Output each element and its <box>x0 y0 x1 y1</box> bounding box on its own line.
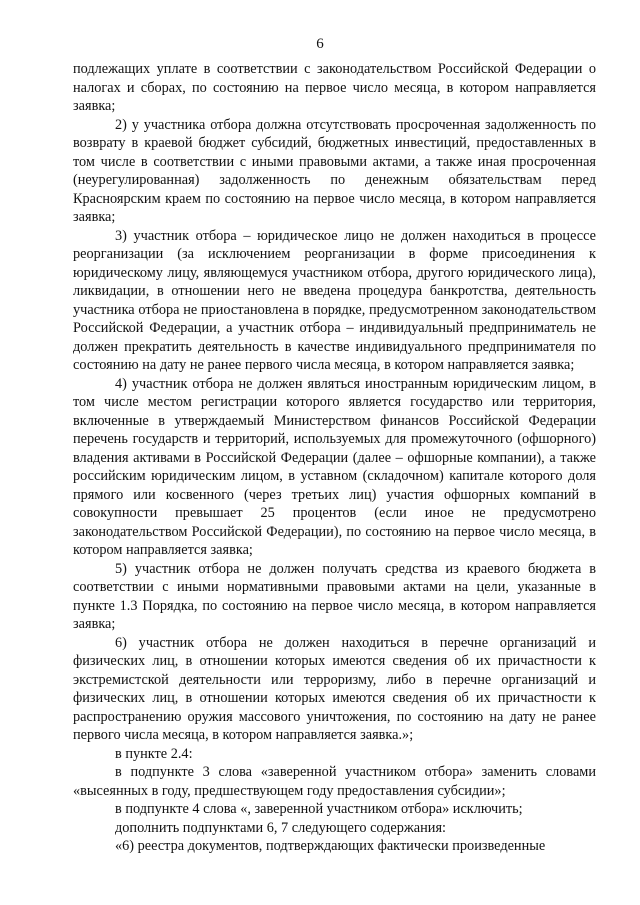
paragraph-continuation: подлежащих уплате в соответствии с законодательством Российской Федерации о налогах и сборах, по состоянию на первое число месяца, в котором направляется заявка; <box>73 61 596 114</box>
paragraph-item-2: 2) у участника отбора должна отсутствовать просроченная задолженность по возврату в краевой бюджет субсидий, бюджетных инвестиций, предоставленных в том числе в соответствии с иными правовыми актами, а также иная просроченная (неурегулированная) задолженность по денежным обязательствам перед Красноярским краем по состоянию на первое число месяца, в котором направляется заявка; <box>73 116 596 225</box>
paragraph-subclause-4: в подпункте 4 слова «, заверенной участником отбора» исключить; <box>115 801 523 817</box>
paragraph-clause-2-4: в пункте 2.4: <box>115 745 193 762</box>
paragraph-item-3: 3) участник отбора – юридическое лицо не должен находиться в процессе реорганизации (за исключением реорганизации в форме присоединения к юридическому лицу, являющемуся участником отбора, другого юридического лица), ликвидации, в отношении него не введена процедура банкротства, деятельность участника отбора не приостановлена в порядке, предусмотренном законодательством Российской Федерации, а участник отбора – индивидуальный предприниматель не должен прекратить деятельность в качестве индивидуального предпринимателя по состоянию на дату не ранее первого числа месяца, в котором направляется заявка; <box>73 227 596 373</box>
paragraph-item-6: 6) участник отбора не должен находиться в перечне организаций и физических лиц, в отношении которых имеются сведения об их причастности к экстремистской деятельности или терроризму, либо в перечне организаций и физических лиц, в отношении которых имеются сведения об их причастности к распространению оружия массового уничтожения, по состоянию на дату не ранее первого числа месяца, в котором направляется заявка.»; <box>73 634 596 743</box>
paragraph-subclause-3: в подпункте 3 слова «заверенной участником отбора» заменить словами «высеянных в году, предшествующем году предоставления субсидии»; <box>73 764 596 799</box>
paragraph-item-4: 4) участник отбора не должен являться иностранным юридическим лицом, в том числе местом регистрации которого является государство или территория, включенные в утверждаемый Министерством финансов Российской Федерации перечень государств и территорий, используемых для промежуточного (офшорного) владения активами в Российской Федерации (далее – офшорные компании), а также российским юридическим лицом, в уставном (складочном) капитале которого доля прямого или косвенного (через третьих лиц) участия офшорных компаний в совокупности превышает 25 процентов (если иное не предусмотрено законодательством Российской Федерации), по состоянию на первое число месяца, в котором направляется заявка; <box>73 375 596 558</box>
document-body <box>73 60 596 856</box>
page-number: 6 <box>316 36 324 52</box>
paragraph-item-5: 5) участник отбора не должен получать средства из краевого бюджета в соответствии с иными нормативными правовыми актами на цели, указанные в пункте 1.3 Порядка, по состоянию на первое число месяца, в котором направляется заявка; <box>73 560 596 632</box>
paragraph-add-subclauses: дополнить подпунктами 6, 7 следующего содержания: <box>115 819 446 836</box>
paragraph-new-item-6: «6) реестра документов, подтверждающих фактически произведенные <box>115 838 546 854</box>
